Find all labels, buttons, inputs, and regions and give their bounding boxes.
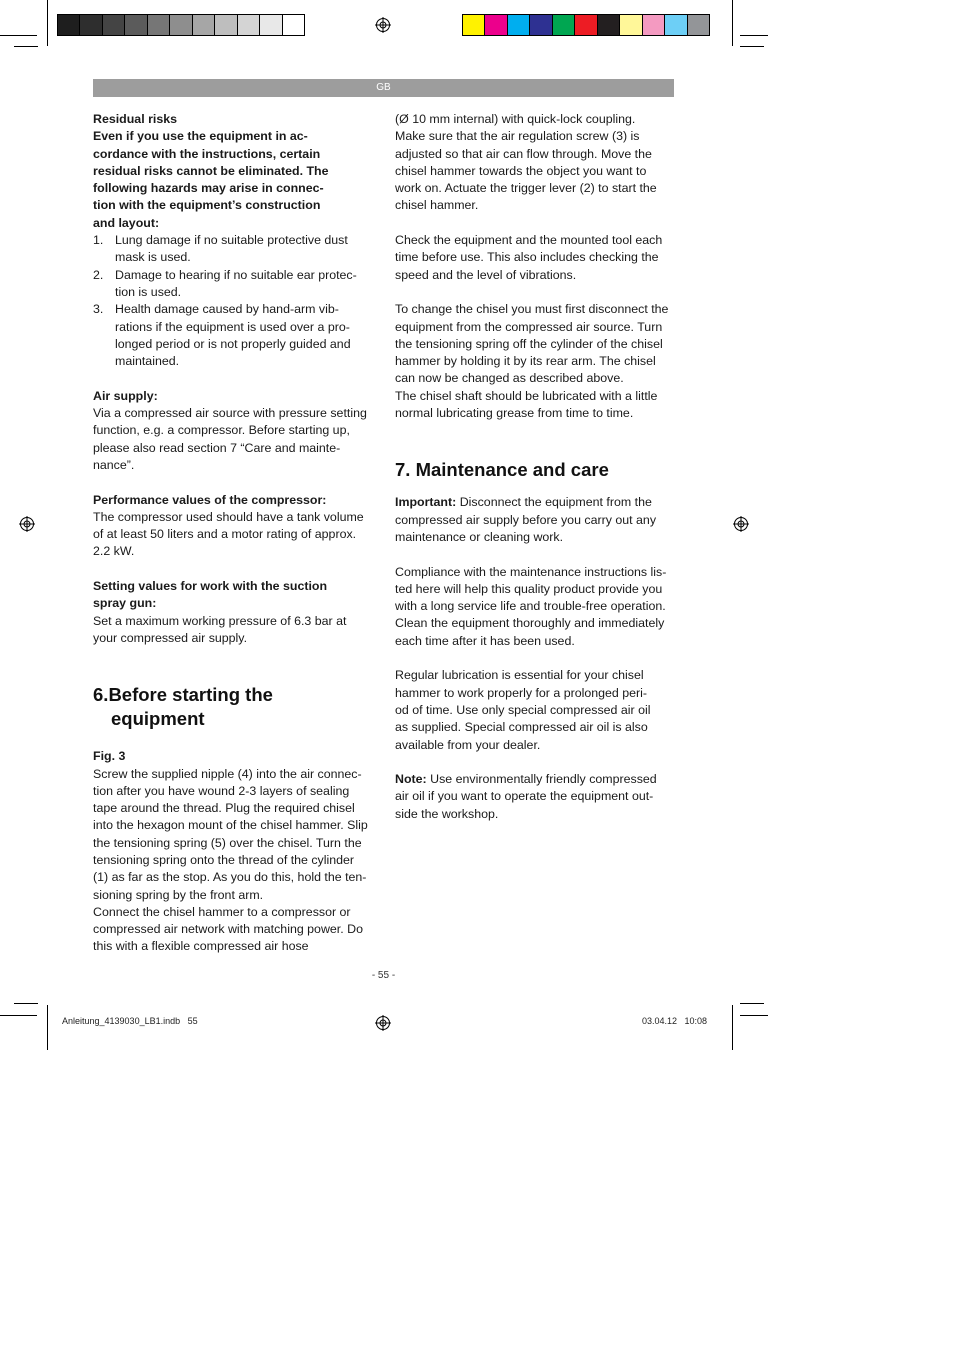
text-line: tion is used. bbox=[115, 284, 182, 299]
important-label: Important: bbox=[395, 495, 457, 510]
text-line: the tensioning spring off the cylinder of the chisel bbox=[395, 336, 663, 351]
color-swatch bbox=[125, 15, 147, 35]
language-header-bar bbox=[93, 79, 674, 97]
text-line: Regular lubrication is essential for your chisel bbox=[395, 668, 644, 683]
setting-values-text bbox=[93, 613, 370, 648]
residual-risks-heading: Residual risks bbox=[93, 112, 178, 126]
text-line: rations if the equipment is used over a pro- bbox=[115, 319, 350, 334]
left-column bbox=[93, 111, 370, 956]
figure-instructions bbox=[93, 766, 370, 956]
text-line: spray gun: bbox=[93, 596, 157, 611]
check-equipment-text bbox=[395, 232, 676, 284]
text-line: Compliance with the maintenance instructions lis- bbox=[395, 564, 667, 579]
important-line-3: maintenance or cleaning work. bbox=[395, 529, 564, 544]
registration-mark-icon bbox=[375, 17, 391, 33]
residual-risks-intro bbox=[93, 128, 370, 232]
text-line: To change the chisel you must first disconnect the bbox=[395, 302, 669, 317]
text-line: adjusted so that air can flow through. Move the bbox=[395, 146, 652, 161]
color-swatch bbox=[148, 15, 170, 35]
text-line: Via a compressed air source with pressure setting bbox=[93, 406, 367, 421]
list-item bbox=[93, 267, 370, 302]
text-line: cordance with the instructions, certain bbox=[93, 146, 321, 161]
text-line: chisel hammer towards the object you want to bbox=[395, 163, 647, 178]
page-number: - 55 - bbox=[371, 970, 396, 981]
registration-mark-icon bbox=[733, 516, 749, 532]
color-swatch bbox=[260, 15, 282, 35]
text-line: Make sure that the air regulation screw (3) is bbox=[395, 129, 640, 144]
setting-values-heading bbox=[93, 578, 370, 613]
color-swatch bbox=[665, 15, 687, 35]
section-6-number: 6. bbox=[93, 684, 109, 706]
text-line: Set a maximum working pressure of 6.3 bar at bbox=[93, 613, 347, 628]
text-line: Check the equipment and the mounted tool each bbox=[395, 233, 663, 248]
text-line: normal lubricating grease from time to time. bbox=[395, 406, 634, 421]
color-swatch bbox=[688, 15, 709, 35]
gray-color-bar bbox=[57, 14, 305, 36]
air-supply-text bbox=[93, 405, 370, 474]
text-line: as supplied. Special compressed air oil is also bbox=[395, 720, 648, 735]
text-line: Even if you use the equipment in ac- bbox=[93, 129, 308, 144]
registration-mark-icon bbox=[375, 1015, 391, 1031]
list-item-number: 3. bbox=[93, 302, 104, 317]
registration-mark-icon bbox=[19, 516, 35, 532]
note-line-3: side the workshop. bbox=[395, 806, 499, 821]
text-line: can now be changed as described above. bbox=[395, 371, 624, 386]
text-line: tape around the thread. Plug the required chisel bbox=[93, 801, 355, 816]
color-swatch bbox=[80, 15, 102, 35]
color-swatch bbox=[463, 15, 485, 35]
section-7-heading: 7. Maintenance and care bbox=[395, 459, 609, 481]
note-line-2: air oil if you want to operate the equipment out- bbox=[395, 789, 654, 804]
text-line: compressed air network with matching power. Do bbox=[93, 922, 363, 937]
text-line: mask is used. bbox=[115, 250, 191, 265]
text-line: chisel hammer. bbox=[395, 198, 479, 213]
important-notice bbox=[395, 494, 676, 546]
text-line: (1) as far as the stop. As you do this, hold the ten- bbox=[93, 870, 367, 885]
color-swatch bbox=[598, 15, 620, 35]
color-swatch bbox=[553, 15, 575, 35]
text-line: hammer by holding it by its rear arm. The chisel bbox=[395, 354, 656, 369]
color-swatch bbox=[170, 15, 192, 35]
text-line: available from your dealer. bbox=[395, 737, 541, 752]
text-line: hammer to work properly for a prolonged peri- bbox=[395, 685, 648, 700]
color-swatch bbox=[58, 15, 80, 35]
compliance-text bbox=[395, 564, 676, 650]
color-swatch bbox=[620, 15, 642, 35]
list-item-number: 1. bbox=[93, 233, 104, 248]
text-line: into the hexagon mount of the chisel hammer. Slip bbox=[93, 818, 368, 833]
section-6-heading bbox=[93, 683, 370, 731]
text-line: Damage to hearing if no suitable ear protec- bbox=[115, 267, 357, 282]
text-line: the tensioning spring (5) over the chisel. Turn the bbox=[93, 835, 362, 850]
text-line: (Ø 10 mm internal) with quick-lock coupling. bbox=[395, 112, 636, 126]
text-line: The compressor used should have a tank volume bbox=[93, 509, 364, 524]
text-line: and layout: bbox=[93, 215, 160, 230]
text-line: ted here will help this quality product provide you bbox=[395, 581, 663, 596]
color-swatch bbox=[193, 15, 215, 35]
text-line: sioning spring by the front arm. bbox=[93, 887, 264, 902]
performance-heading: Performance values of the compressor: bbox=[93, 492, 327, 507]
text-line: of at least 50 liters and a motor rating of approx. bbox=[93, 527, 357, 542]
air-supply-heading: Air supply: bbox=[93, 388, 158, 403]
text-line: Screw the supplied nipple (4) into the air connec- bbox=[93, 766, 362, 781]
color-swatch bbox=[485, 15, 507, 35]
note-line-1: Use environmentally friendly compressed bbox=[426, 772, 657, 787]
text-line: Health damage caused by hand-arm vib- bbox=[115, 302, 339, 317]
text-line: tensioning spring onto the thread of the cylinder bbox=[93, 852, 355, 867]
text-line: speed and the level of vibrations. bbox=[395, 267, 577, 282]
important-line-1: Disconnect the equipment from the bbox=[456, 495, 652, 510]
text-line: Clean the equipment thoroughly and immediately bbox=[395, 616, 665, 631]
file-info: Anleitung_4139030_LB1.indb 55 bbox=[62, 1016, 198, 1026]
color-swatch bbox=[530, 15, 552, 35]
risk-list bbox=[93, 232, 370, 370]
text-line: each time after it has been used. bbox=[395, 633, 575, 648]
text-line: work on. Actuate the trigger lever (2) to start the bbox=[395, 181, 657, 196]
performance-text bbox=[93, 509, 370, 561]
text-line: function, e.g. a compressor. Before starting up, bbox=[93, 423, 350, 438]
text-line: nance”. bbox=[93, 457, 135, 472]
important-line-2: compressed air supply before you carry out any bbox=[395, 512, 657, 527]
note-label: Note: bbox=[395, 772, 427, 787]
text-line: this with a flexible compressed air hose bbox=[93, 939, 309, 954]
text-line: time before use. This also includes checking the bbox=[395, 250, 659, 265]
section-6-title-line1: Before starting the bbox=[108, 684, 273, 706]
text-line: Setting values for work with the suction bbox=[93, 579, 328, 594]
list-item bbox=[93, 232, 370, 267]
list-item bbox=[93, 301, 370, 370]
text-line: longed period or is not properly guided and bbox=[115, 336, 351, 351]
color-swatch bbox=[215, 15, 237, 35]
text-line: The chisel shaft should be lubricated with a little bbox=[395, 388, 658, 403]
color-swatch bbox=[103, 15, 125, 35]
text-line: please also read section 7 “Care and mainte- bbox=[93, 440, 341, 455]
section-6-title-line2: equipment bbox=[111, 708, 205, 730]
color-swatch bbox=[575, 15, 597, 35]
text-line: residual risks cannot be eliminated. The bbox=[93, 163, 329, 178]
hose-continuation-text bbox=[395, 111, 676, 215]
lubrication-text bbox=[395, 667, 676, 753]
process-color-bar bbox=[462, 14, 710, 36]
text-line: equipment from the compressed air source. Turn bbox=[395, 319, 663, 334]
text-line: od of time. Use only special compressed air oil bbox=[395, 702, 651, 717]
right-column bbox=[395, 111, 676, 823]
language-tab-label: GB bbox=[376, 82, 391, 93]
note-notice bbox=[395, 771, 676, 823]
color-swatch bbox=[643, 15, 665, 35]
text-line: tion with the equipment’s construction bbox=[93, 198, 321, 213]
color-swatch bbox=[508, 15, 530, 35]
change-chisel-text bbox=[395, 301, 676, 422]
text-line: Connect the chisel hammer to a compressor or bbox=[93, 904, 351, 919]
text-line: with a long service life and trouble-free operation. bbox=[395, 599, 666, 614]
list-item-number: 2. bbox=[93, 267, 104, 282]
text-line: Lung damage if no suitable protective dust bbox=[115, 233, 348, 248]
text-line: 2.2 kW. bbox=[93, 544, 135, 559]
text-line: maintained. bbox=[115, 354, 180, 369]
text-line: tion after you have wound 2-3 layers of sealing bbox=[93, 783, 350, 798]
text-line: following hazards may arise in connec- bbox=[93, 181, 324, 196]
color-swatch bbox=[283, 15, 304, 35]
color-swatch bbox=[238, 15, 260, 35]
text-line: your compressed air supply. bbox=[93, 630, 248, 645]
print-date-time: 03.04.12 10:08 bbox=[642, 1016, 708, 1026]
figure-label: Fig. 3 bbox=[93, 749, 126, 764]
